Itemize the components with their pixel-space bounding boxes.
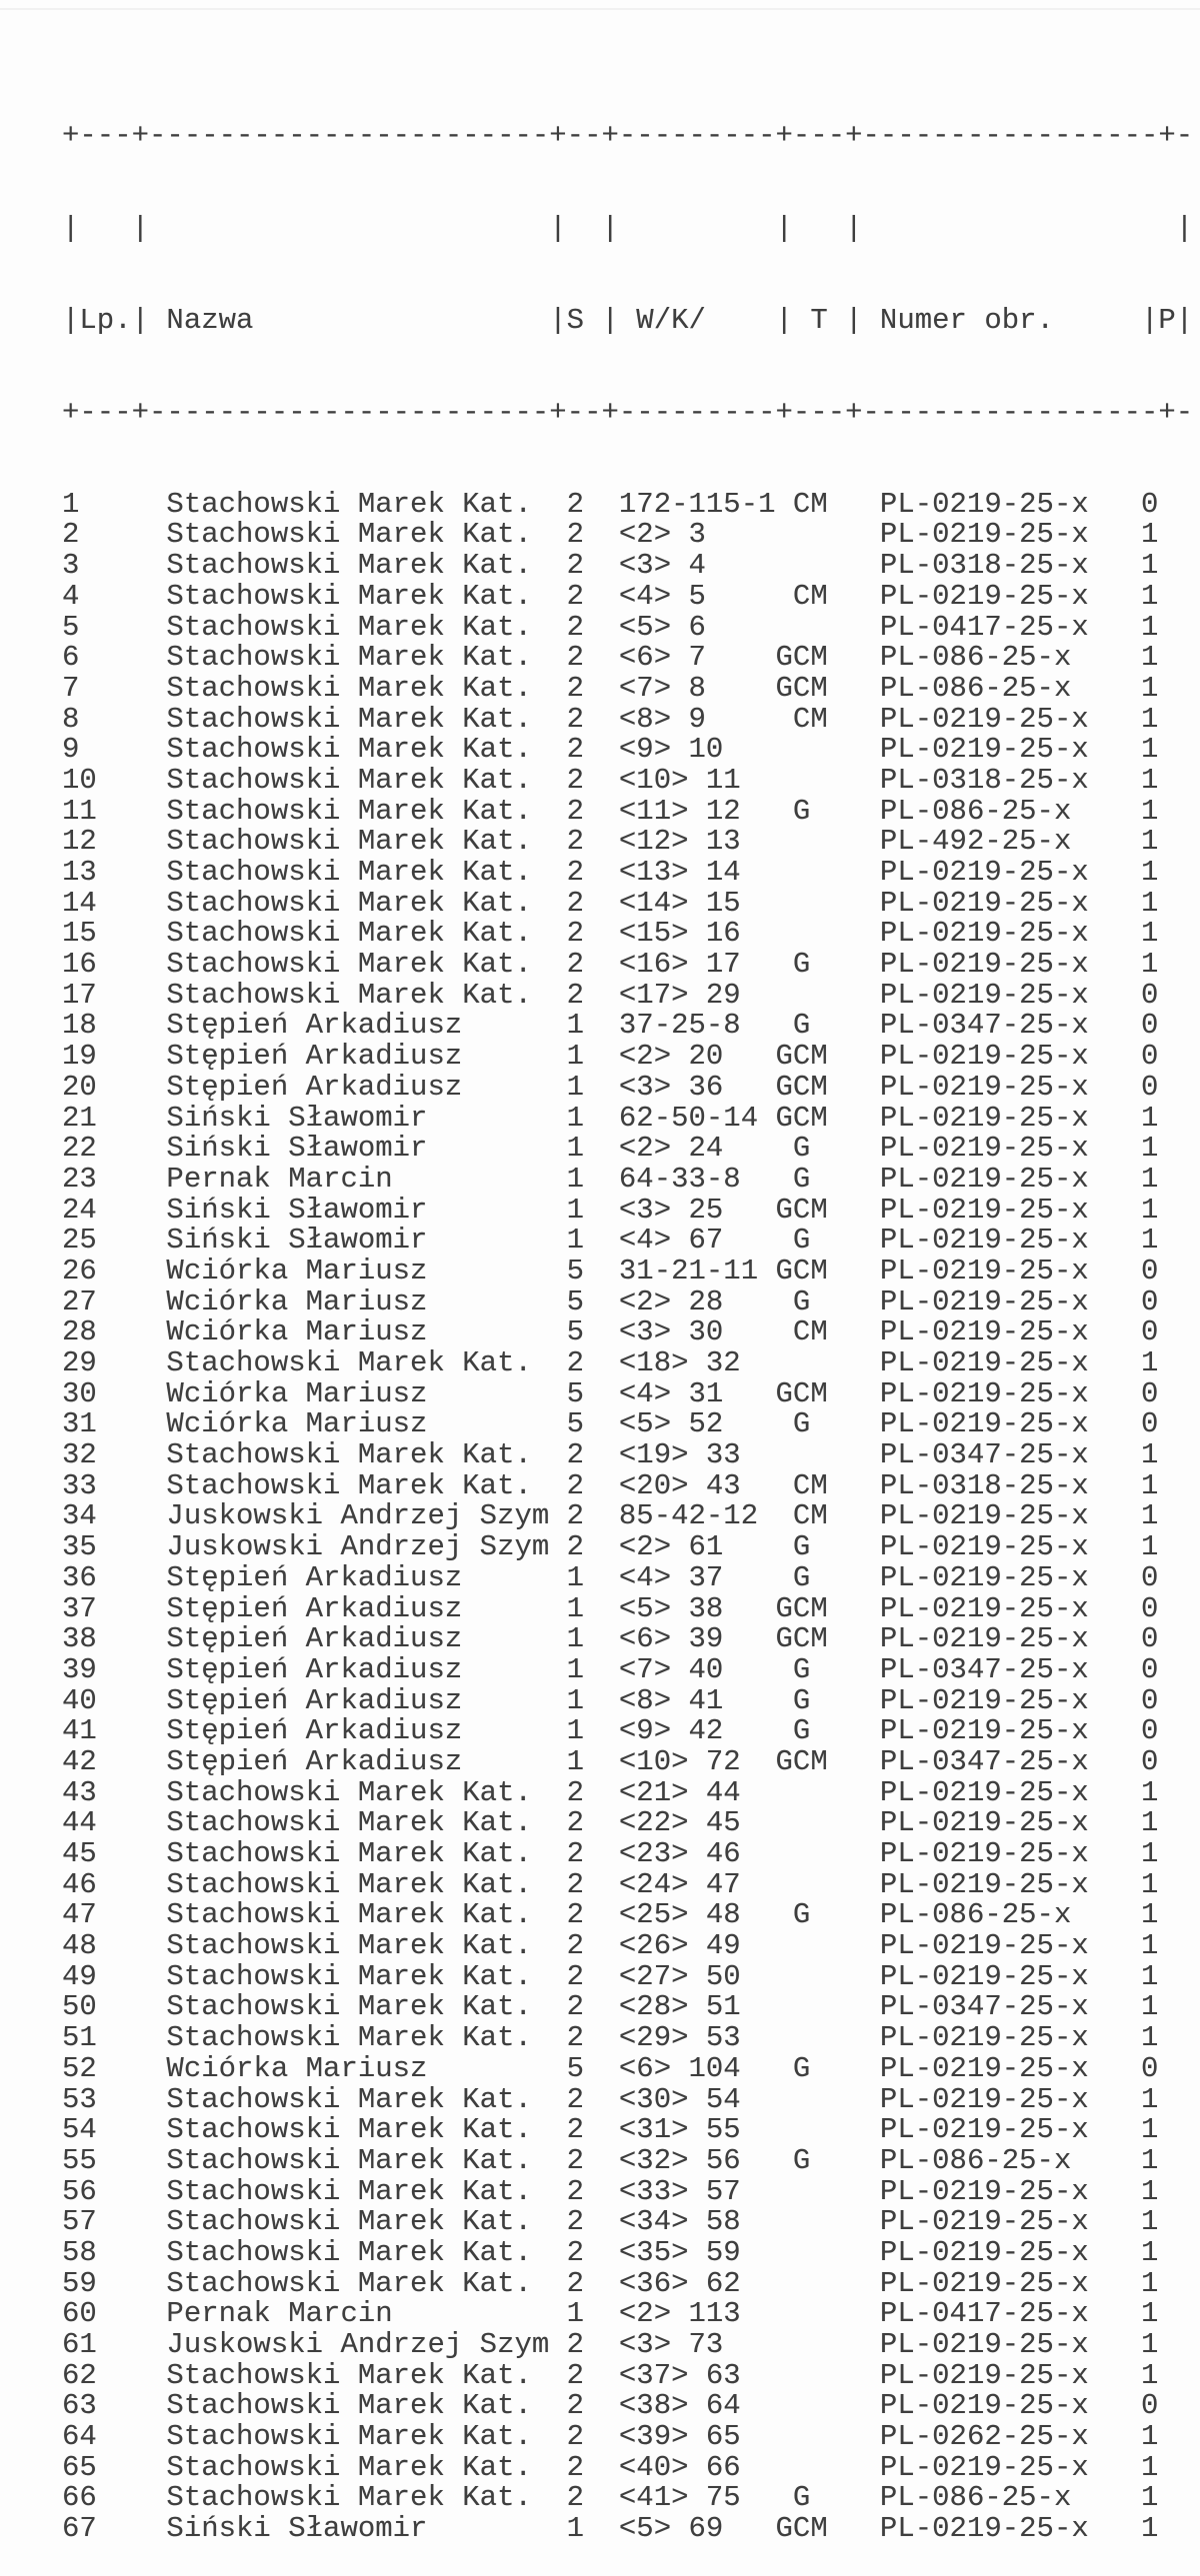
table-row: 12 Stachowski Marek Kat. 2 <12> 13 PL-492-25-x 1 (62, 825, 1159, 859)
table-header-separator: +---+-----------------------+--+---------+---+-----------------+- (62, 395, 1194, 429)
table-row: 13 Stachowski Marek Kat. 2 <13> 14 PL-0219-25-x 1 (62, 856, 1159, 890)
table-row: 21 Siński Sławomir 1 62-50-14 GCM PL-0219-25-x 1 (62, 1101, 1159, 1135)
table-header-blank: | | | | | | | (62, 211, 1194, 245)
table-row: 3 Stachowski Marek Kat. 2 <3> 4 PL-0318-25-x 1 (62, 549, 1159, 583)
table-row: 28 Wciórka Mariusz 5 <3> 30 CM PL-0219-25-x 0 (62, 1315, 1159, 1349)
table-row: 37 Stępień Arkadiusz 1 <5> 38 GCM PL-0219-25-x 0 (62, 1591, 1159, 1625)
table-row: 15 Stachowski Marek Kat. 2 <15> 16 PL-0219-25-x 1 (62, 917, 1159, 951)
table-row: 51 Stachowski Marek Kat. 2 <29> 53 PL-0219-25-x 1 (62, 2021, 1159, 2055)
table-row: 31 Wciórka Mariusz 5 <5> 52 G PL-0219-25-x 0 (62, 1407, 1159, 1441)
table-row: 1 Stachowski Marek Kat. 2 172-115-1 CM PL-0219-25-x 0 (62, 487, 1159, 521)
table-row: 30 Wciórka Mariusz 5 <4> 31 GCM PL-0219-25-x 0 (62, 1376, 1159, 1410)
table-border-top: +---+-----------------------+--+---------+---+-----------------+- (62, 119, 1194, 153)
table-row: 11 Stachowski Marek Kat. 2 <11> 12 G PL-086-25-x 1 (62, 794, 1159, 828)
table-row: 55 Stachowski Marek Kat. 2 <32> 56 G PL-086-25-x 1 (62, 2143, 1159, 2177)
table-row: 41 Stępień Arkadiusz 1 <9> 42 G PL-0219-25-x 0 (62, 1714, 1159, 1748)
table-row: 20 Stępień Arkadiusz 1 <3> 36 GCM PL-0219-25-x 0 (62, 1070, 1159, 1104)
table-row: 64 Stachowski Marek Kat. 2 <39> 65 PL-0262-25-x 1 (62, 2420, 1159, 2454)
table-row: 44 Stachowski Marek Kat. 2 <22> 45 PL-0219-25-x 1 (62, 1806, 1159, 1840)
table-row: 7 Stachowski Marek Kat. 2 <7> 8 GCM PL-086-25-x 1 (62, 671, 1159, 705)
table-row: 48 Stachowski Marek Kat. 2 <26> 49 PL-0219-25-x 1 (62, 1929, 1159, 1963)
table-row: 60 Pernak Marcin 1 <2> 113 PL-0417-25-x 1 (62, 2297, 1159, 2331)
table-row: 53 Stachowski Marek Kat. 2 <30> 54 PL-0219-25-x 1 (62, 2082, 1159, 2116)
table-row: 32 Stachowski Marek Kat. 2 <19> 33 PL-0347-25-x 1 (62, 1438, 1159, 1472)
table-row: 9 Stachowski Marek Kat. 2 <9> 10 PL-0219-25-x 1 (62, 733, 1159, 767)
table-row: 45 Stachowski Marek Kat. 2 <23> 46 PL-0219-25-x 1 (62, 1837, 1159, 1871)
table-row: 50 Stachowski Marek Kat. 2 <28> 51 PL-0347-25-x 1 (62, 1990, 1159, 2024)
table-row: 22 Siński Sławomir 1 <2> 24 G PL-0219-25-x 1 (62, 1132, 1159, 1166)
table-row: 8 Stachowski Marek Kat. 2 <8> 9 CM PL-0219-25-x 1 (62, 702, 1159, 736)
table-header-labels: |Lp.| Nazwa |S | W/K/ | T | Numer obr. |P| (62, 303, 1194, 337)
report-table (62, 60, 1193, 2576)
table-row: 24 Siński Sławomir 1 <3> 25 GCM PL-0219-25-x 1 (62, 1193, 1159, 1227)
table-row: 4 Stachowski Marek Kat. 2 <4> 5 CM PL-0219-25-x 1 (62, 579, 1159, 613)
table-row: 65 Stachowski Marek Kat. 2 <40> 66 PL-0219-25-x 1 (62, 2450, 1159, 2484)
table-row: 67 Siński Sławomir 1 <5> 69 GCM PL-0219-25-x 1 (62, 2512, 1159, 2546)
table-row: 59 Stachowski Marek Kat. 2 <36> 62 PL-0219-25-x 1 (62, 2266, 1159, 2300)
table-row: 54 Stachowski Marek Kat. 2 <31> 55 PL-0219-25-x 1 (62, 2113, 1159, 2147)
page-top-divider (0, 8, 1200, 10)
table-row: 18 Stępień Arkadiusz 1 37-25-8 G PL-0347-25-x 0 (62, 1009, 1159, 1043)
table-row: 26 Wciórka Mariusz 5 31-21-11 GCM PL-0219-25-x 0 (62, 1254, 1159, 1288)
table-row: 10 Stachowski Marek Kat. 2 <10> 11 PL-0318-25-x 1 (62, 763, 1159, 797)
table-row: 17 Stachowski Marek Kat. 2 <17> 29 PL-0219-25-x 0 (62, 978, 1159, 1012)
table-row: 35 Juskowski Andrzej Szym 2 <2> 61 G PL-0219-25-x 1 (62, 1530, 1159, 1564)
table-row: 6 Stachowski Marek Kat. 2 <6> 7 GCM PL-086-25-x 1 (62, 641, 1159, 675)
table-row: 52 Wciórka Mariusz 5 <6> 104 G PL-0219-25-x 0 (62, 2051, 1159, 2085)
table-row: 33 Stachowski Marek Kat. 2 <20> 43 CM PL-0318-25-x 1 (62, 1468, 1159, 1502)
table-row: 43 Stachowski Marek Kat. 2 <21> 44 PL-0219-25-x 1 (62, 1775, 1159, 1809)
table-row: 61 Juskowski Andrzej Szym 2 <3> 73 PL-0219-25-x 1 (62, 2328, 1159, 2362)
table-row: 38 Stępień Arkadiusz 1 <6> 39 GCM PL-0219-25-x 0 (62, 1622, 1159, 1656)
table-row: 58 Stachowski Marek Kat. 2 <35> 59 PL-0219-25-x 1 (62, 2235, 1159, 2269)
table-row: 14 Stachowski Marek Kat. 2 <14> 15 PL-0219-25-x 1 (62, 886, 1159, 920)
table-row: 56 Stachowski Marek Kat. 2 <33> 57 PL-0219-25-x 1 (62, 2174, 1159, 2208)
table-row: 34 Juskowski Andrzej Szym 2 85-42-12 CM PL-0219-25-x 1 (62, 1499, 1159, 1533)
table-row: 19 Stępień Arkadiusz 1 <2> 20 GCM PL-0219-25-x 0 (62, 1040, 1159, 1074)
table-row: 25 Siński Sławomir 1 <4> 67 G PL-0219-25-x 1 (62, 1224, 1159, 1258)
table-row: 57 Stachowski Marek Kat. 2 <34> 58 PL-0219-25-x 1 (62, 2205, 1159, 2239)
table-row: 42 Stępień Arkadiusz 1 <10> 72 GCM PL-0347-25-x 0 (62, 1744, 1159, 1778)
table-row: 27 Wciórka Mariusz 5 <2> 28 G PL-0219-25-x 0 (62, 1285, 1159, 1318)
table-row: 63 Stachowski Marek Kat. 2 <38> 64 PL-0219-25-x 0 (62, 2389, 1159, 2423)
table-row: 40 Stępień Arkadiusz 1 <8> 41 G PL-0219-25-x 0 (62, 1683, 1159, 1717)
table-row: 47 Stachowski Marek Kat. 2 <25> 48 G PL-086-25-x 1 (62, 1898, 1159, 1932)
table-row: 39 Stępień Arkadiusz 1 <7> 40 G PL-0347-25-x 0 (62, 1652, 1159, 1686)
table-row: 46 Stachowski Marek Kat. 2 <24> 47 PL-0219-25-x 1 (62, 1867, 1159, 1901)
table-row: 49 Stachowski Marek Kat. 2 <27> 50 PL-0219-25-x 1 (62, 1959, 1159, 1993)
table-row: 66 Stachowski Marek Kat. 2 <41> 75 G PL-086-25-x 1 (62, 2481, 1159, 2515)
table-row: 29 Stachowski Marek Kat. 2 <18> 32 PL-0219-25-x 1 (62, 1346, 1159, 1380)
table-row: 36 Stępień Arkadiusz 1 <4> 37 G PL-0219-25-x 0 (62, 1560, 1159, 1594)
table-row: 5 Stachowski Marek Kat. 2 <5> 6 PL-0417-25-x 1 (62, 610, 1159, 644)
table-body (62, 487, 1193, 2546)
table-row: 62 Stachowski Marek Kat. 2 <37> 63 PL-0219-25-x 1 (62, 2358, 1159, 2392)
table-row: 23 Pernak Marcin 1 64-33-8 G PL-0219-25-x 1 (62, 1162, 1159, 1196)
table-row: 16 Stachowski Marek Kat. 2 <16> 17 G PL-0219-25-x 1 (62, 948, 1159, 982)
table-row: 2 Stachowski Marek Kat. 2 <2> 3 PL-0219-25-x 1 (62, 518, 1159, 552)
